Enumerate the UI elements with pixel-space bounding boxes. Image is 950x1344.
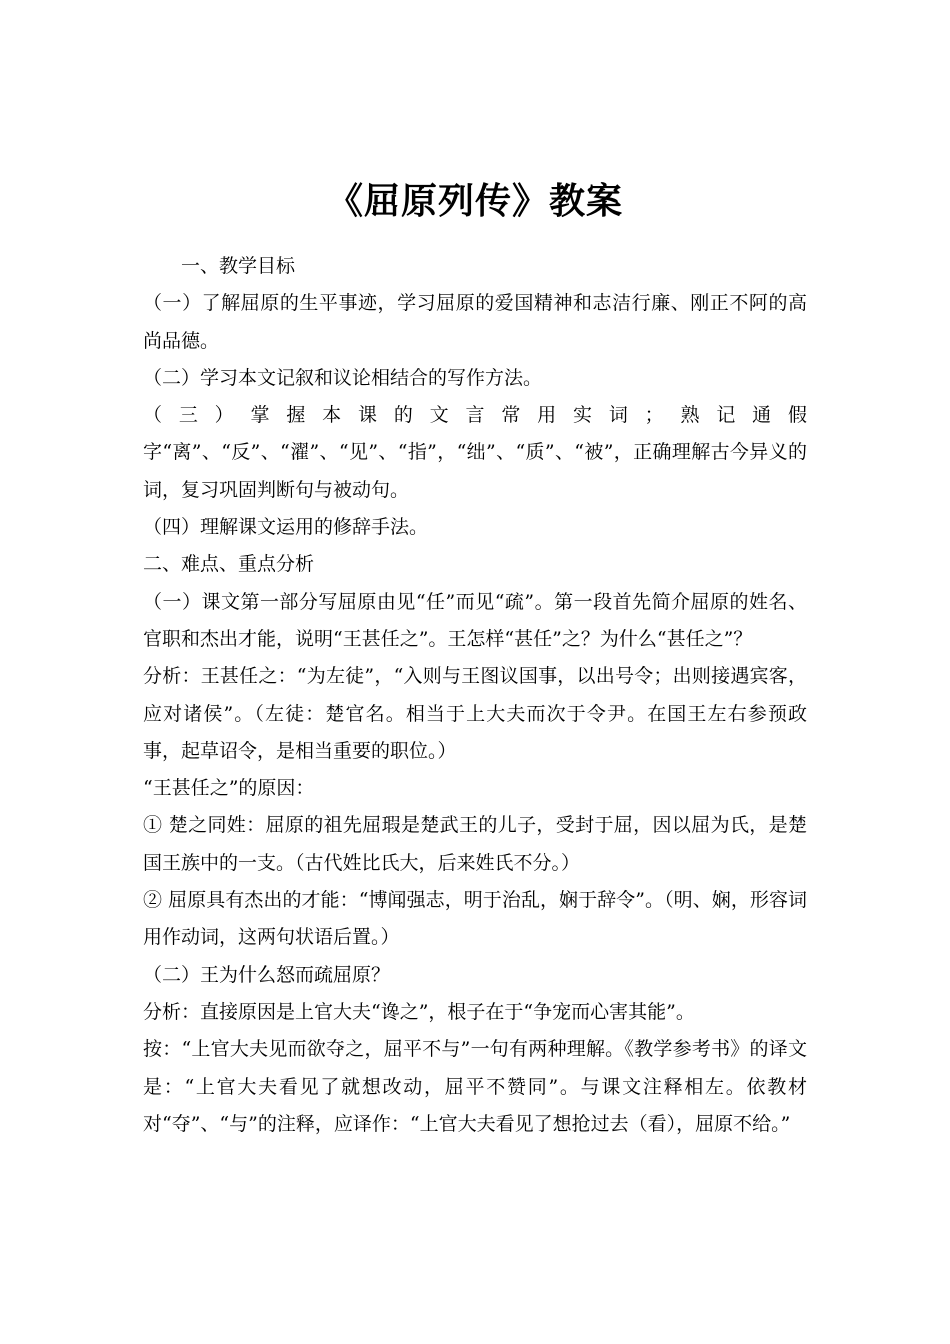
paragraph: 分析：王甚任之：“为左徒”，“入则与王图议国事，以出号令；出则接遇宾客，应对诸侯”。（左徒：楚官名。相当于上大夫而次于令尹。在国王左右参预政事，起草诏令，是相当重要的职位。） — [143, 665, 807, 762]
paragraph: （三）掌握本课的文言常用实词；熟记通假字“离”、“反”、“濯”、“见”、“指”，“绌”、“质”、“被”，正确理解古今异义的词，复习巩固判断句与被动句。 — [143, 404, 807, 501]
paragraph: （四）理解课文运用的修辞手法。 — [143, 516, 429, 539]
paragraph: 分析：直接原因是上官大夫“谗之”，根子在于“争宠而心害其能”。 — [143, 1000, 695, 1023]
paragraph: 一、教学目标 — [181, 255, 296, 277]
paragraph: （二）学习本文记叙和议论相结合的写作方法。 — [143, 366, 543, 389]
paragraph: （一）了解屈原的生平事迹，学习屈原的爱国精神和志洁行廉、刚正不阿的高尚品德。 — [143, 292, 807, 352]
paragraph: ② 屈原具有杰出的才能：“博闻强志，明于治乱，娴于辞令”。（明、娴，形容词用作动词，这两句状语后置。） — [143, 889, 807, 949]
paragraph: “王甚任之”的原因： — [143, 777, 315, 800]
paragraph: ① 楚之同姓：屈原的祖先屈瑕是楚武王的儿子，受封于屈，因以屈为氏，是楚国王族中的一支。（古代姓比氏大，后来姓氏不分。） — [143, 814, 807, 874]
document-title: 《屈原列传》教案 — [326, 181, 623, 223]
paragraph: （二）王为什么怒而疏屈原？ — [143, 963, 391, 986]
paragraph: 按：“上官大夫见而欲夺之，屈平不与”一句有两种理解。《教学参考书》的译文是：“上官大夫看见了就想改动，屈平不赞同”。与课文注释相左。依教材对“夺”、“与”的注释，应译作：“上官大夫看见了想抢过去（看），屈原不给。” — [143, 1038, 807, 1135]
document-body — [143, 248, 807, 1143]
paragraph: （一）课文第一部分写屈原由见“任”而见“疏”。第一段首先简介屈原的姓名、官职和杰出才能，说明“王甚任之”。王怎样“甚任”之？为什么“甚任之”？ — [143, 590, 807, 650]
paragraph: 二、难点、重点分析 — [143, 553, 315, 576]
